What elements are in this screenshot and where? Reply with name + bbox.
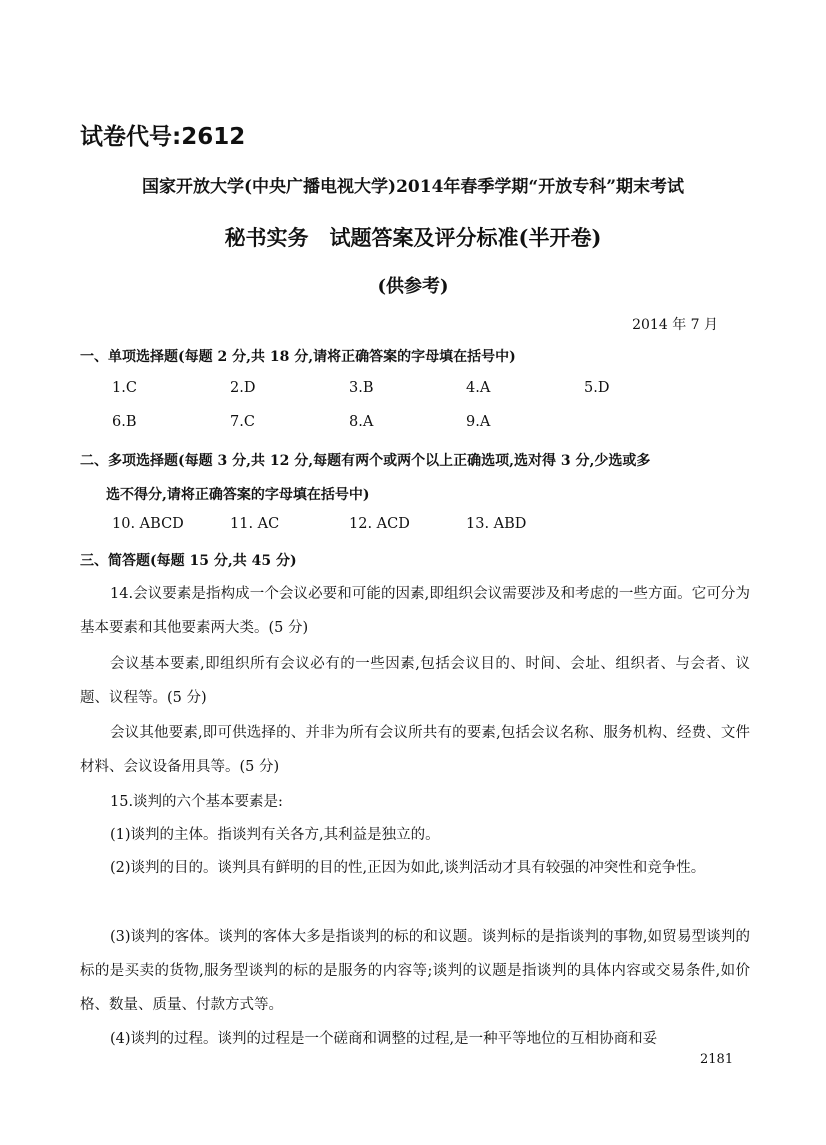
answer-paragraph: (4)谈判的过程。谈判的过程是一个磋商和调整的过程,是一种平等地位的互相协商和妥	[110, 1031, 658, 1047]
answer-item: 1.C	[112, 380, 137, 396]
reference-note: (供参考)	[377, 276, 449, 297]
answer-item: 13. ABD	[466, 516, 527, 532]
section-2-title: 二、多项选择题(每题 3 分,共 12 分,每题有两个或两个以上正确选项,选对得 3 分,少选或多	[80, 453, 651, 469]
paper-code: 试卷代号:2612	[80, 124, 246, 150]
exam-date: 2014 年 7 月	[632, 317, 718, 333]
section-1-title: 一、单项选择题(每题 2 分,共 18 分,请将正确答案的字母填在括号中)	[80, 349, 516, 365]
answer-item: 2.D	[230, 380, 256, 396]
answer-paragraph: 会议其他要素,即可供选择的、并非为所有会议所共有的要素,包括会议名称、服务机构、经费、文件材料、会议设备用具等。(5 分)	[80, 725, 750, 775]
answer-item: 5.D	[584, 380, 610, 396]
answer-item: 6.B	[112, 414, 137, 430]
section-2-title-cont: 选不得分,请将正确答案的字母填在括号中)	[106, 487, 370, 503]
answer-item: 9.A	[466, 414, 491, 430]
answer-paragraph: 15.谈判的六个基本要素是:	[110, 794, 283, 810]
answer-item: 10. ABCD	[112, 516, 184, 532]
answer-paragraph: 14.会议要素是指构成一个会议必要和可能的因素,即组织会议需要涉及和考虑的一些方面。它可分为基本要素和其他要素两大类。(5 分)	[80, 586, 750, 636]
section-3-title: 三、简答题(每题 15 分,共 45 分)	[80, 553, 297, 569]
answer-item: 3.B	[349, 380, 374, 396]
answer-paragraph: 会议基本要素,即组织所有会议必有的一些因素,包括会议目的、时间、会址、组织者、与会者、议题、议程等。(5 分)	[80, 656, 750, 706]
answer-item: 8.A	[349, 414, 374, 430]
answer-item: 4.A	[466, 380, 491, 396]
page-number: 2181	[700, 1052, 734, 1067]
answer-paragraph: (3)谈判的客体。谈判的客体大多是指谈判的标的和议题。谈判标的是指谈判的事物,如贸易型谈判的标的是买卖的货物,服务型谈判的标的是服务的内容等;谈判的议题是指谈判的具体内容或交易条件,如价格、数量、质量、付款方式等。	[80, 929, 750, 1013]
subject-title: 秘书实务 试题答案及评分标准(半开卷)	[224, 225, 602, 250]
answer-paragraph: (2)谈判的目的。谈判具有鲜明的目的性,正因为如此,谈判活动才具有较强的冲突性和竞争性。	[110, 860, 706, 876]
answer-item: 7.C	[230, 414, 255, 430]
answer-item: 12. ACD	[349, 516, 410, 532]
answer-item: 11. AC	[230, 516, 280, 532]
exam-title: 国家开放大学(中央广播电视大学)2014年春季学期“开放专科”期末考试	[142, 177, 684, 197]
answer-paragraph: (1)谈判的主体。指谈判有关各方,其利益是独立的。	[110, 827, 440, 843]
